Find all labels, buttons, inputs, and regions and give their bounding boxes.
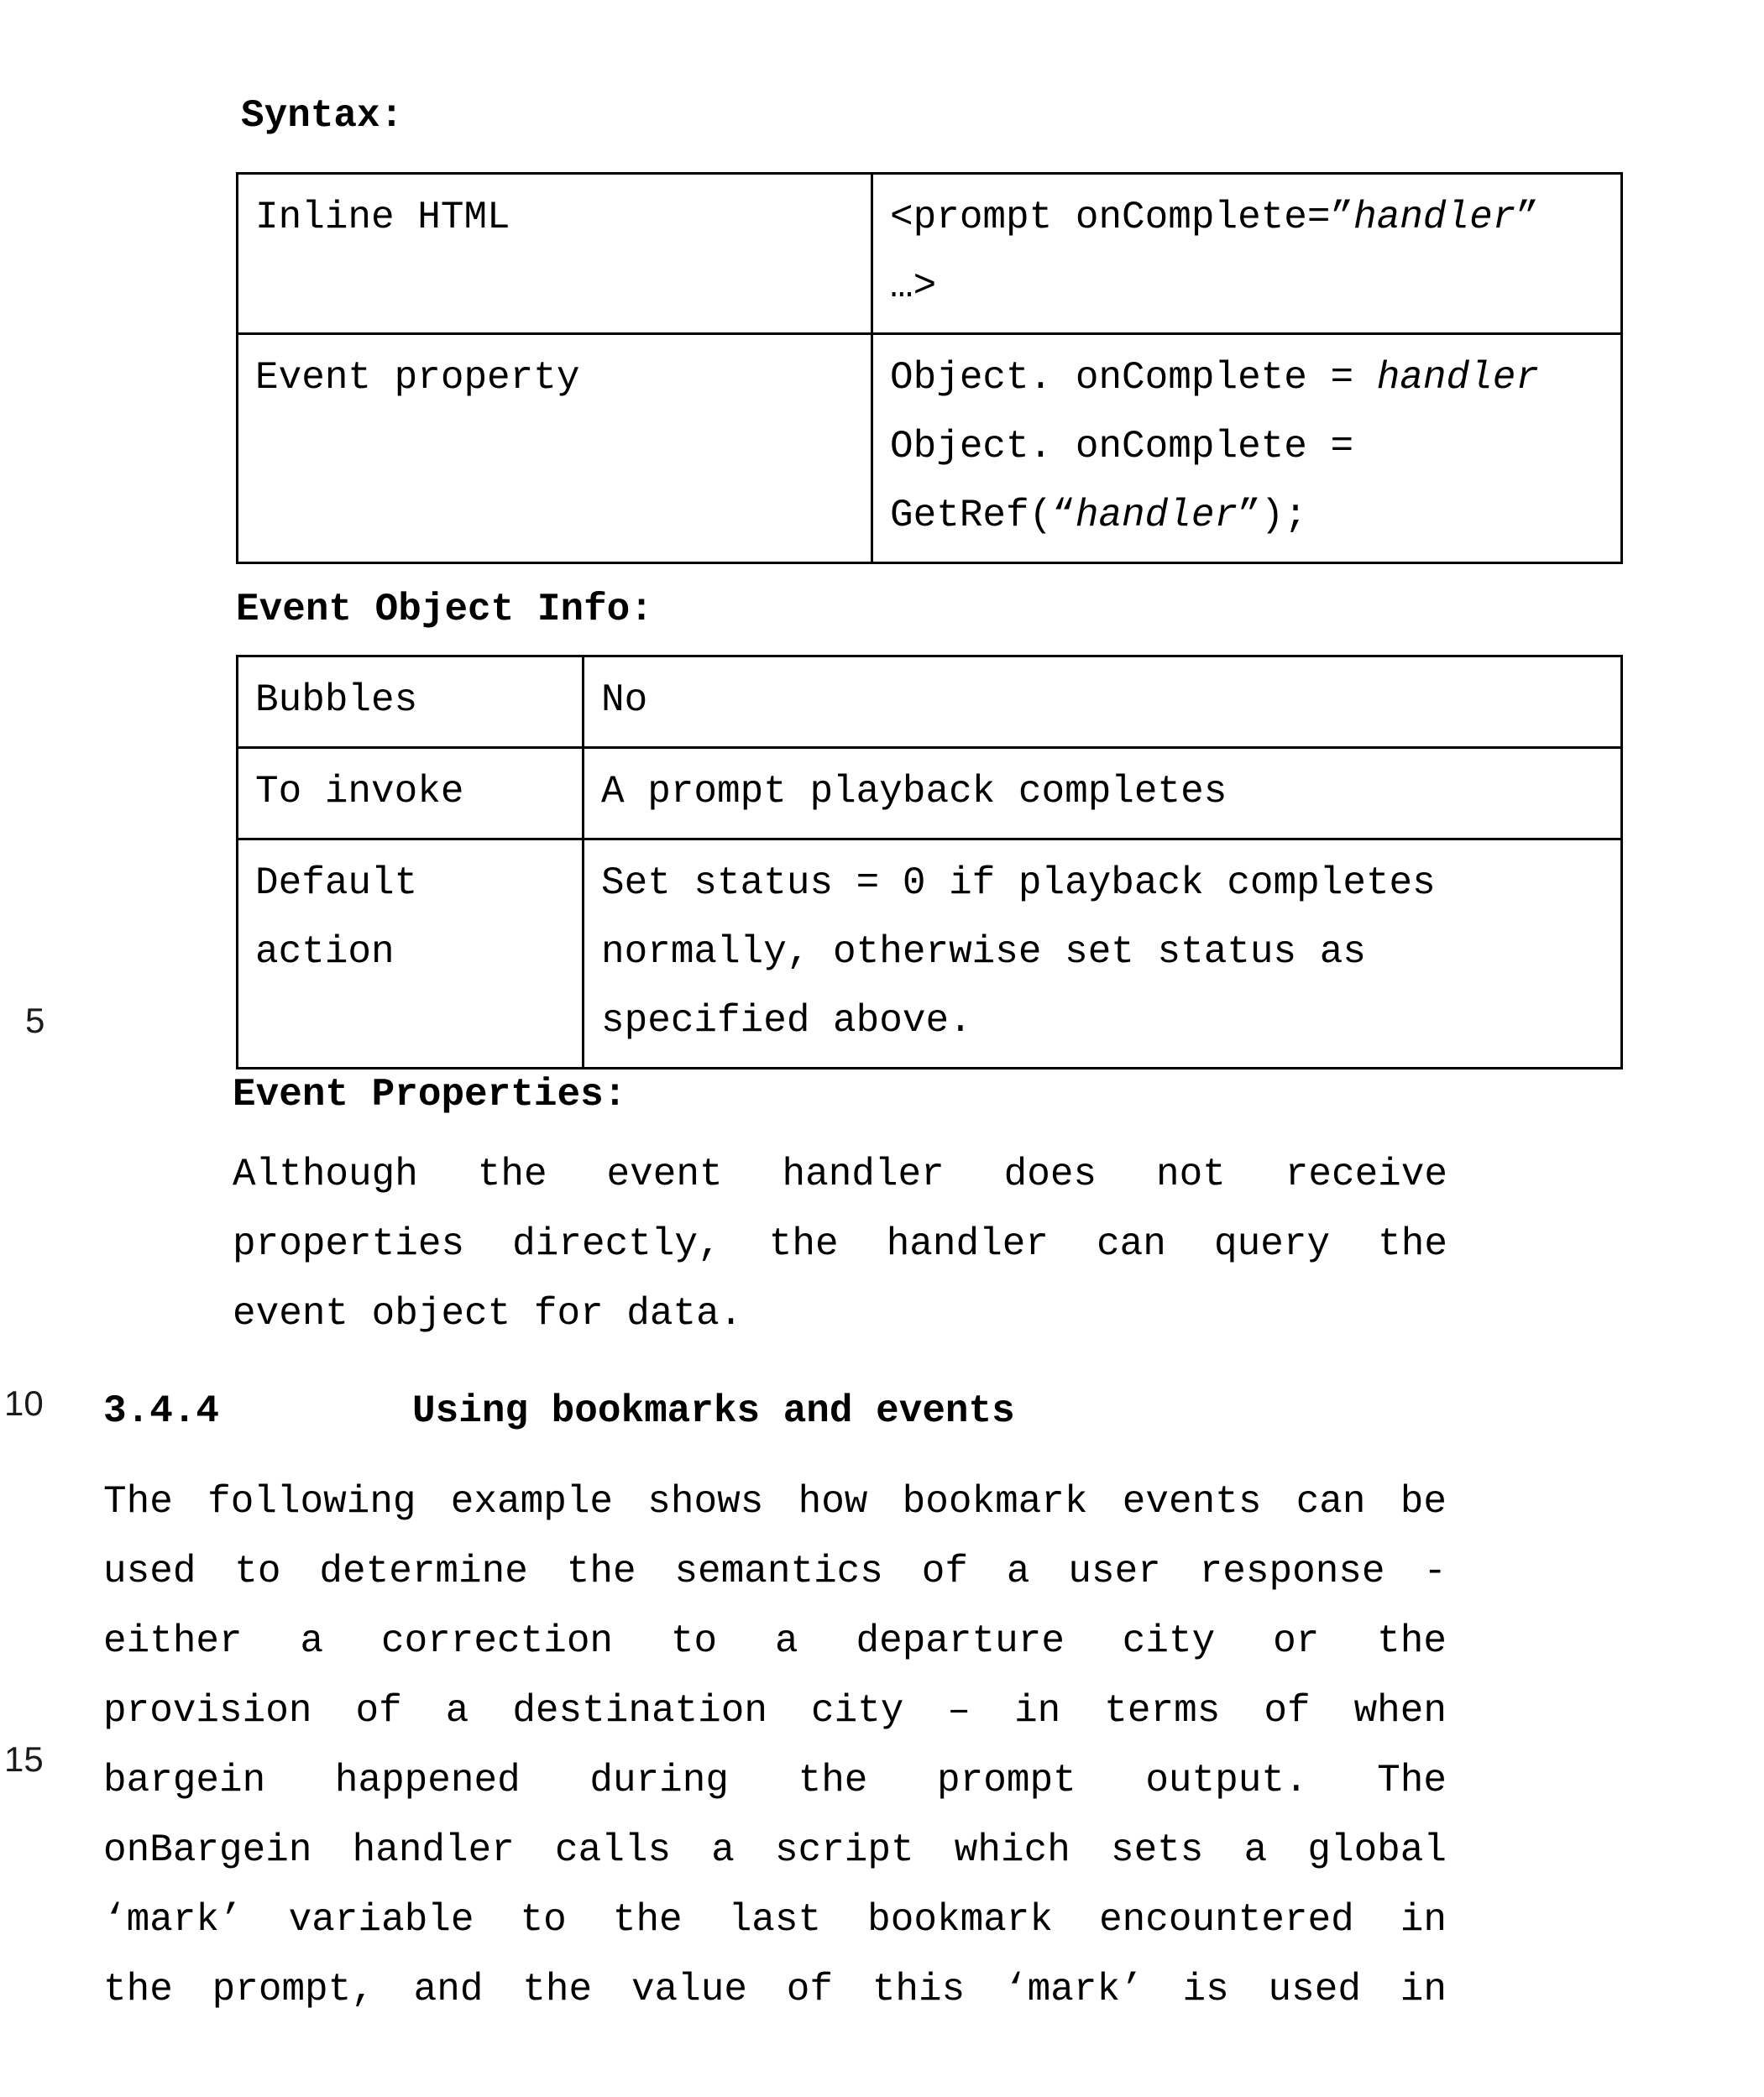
code-text: GetRef(“ [890, 494, 1076, 537]
label-text: Event property [255, 356, 580, 400]
paragraph-line: ‘mark’ variable to the last bookmark encountered in [103, 1898, 1447, 1942]
label-text: Bubbles [255, 678, 418, 722]
paragraph-line: properties directly, the handler can query the [233, 1222, 1447, 1266]
table-cell-label [238, 839, 584, 1069]
table-cell-value [584, 656, 1622, 748]
bookmarks-paragraph [103, 1467, 1447, 2025]
code-line [890, 481, 1604, 550]
value-text: specified above. [601, 999, 972, 1043]
paragraph-line: either a correction to a departure city or the [103, 1619, 1447, 1663]
paragraph-line: used to determine the semantics of a user response - [103, 1550, 1447, 1593]
event-properties-heading: Event Properties: [233, 1073, 627, 1116]
value-text: normally, otherwise set status as [601, 930, 1366, 974]
table-row [238, 839, 1622, 1069]
section-heading [103, 1389, 1015, 1433]
event-properties-paragraph [233, 1140, 1447, 1349]
table-cell-value [584, 839, 1622, 1069]
paragraph-line: The following example shows how bookmark events can be [103, 1480, 1447, 1524]
table-cell-value [872, 334, 1622, 563]
event-object-info-table [236, 655, 1623, 1069]
table-row [238, 656, 1622, 748]
value-text: A prompt playback completes [601, 770, 1227, 813]
paragraph-line: event object for data. [233, 1292, 743, 1336]
table-row [238, 174, 1622, 334]
table-row [238, 334, 1622, 563]
code-italic-handler: handler [1376, 356, 1539, 400]
syntax-table [236, 172, 1623, 564]
table-cell-value [872, 174, 1622, 334]
code-text: <prompt onComplete=” [890, 196, 1354, 239]
table-row [238, 748, 1622, 839]
code-line [890, 183, 1604, 252]
value-text: Set status = 0 if playback completes [601, 861, 1436, 905]
code-italic-handler: handler [1075, 494, 1238, 537]
event-object-info-heading: Event Object Info: [236, 588, 653, 631]
table-cell-value [584, 748, 1622, 839]
paragraph-line: provision of a destination city – in terms of when [103, 1689, 1447, 1733]
table-cell-label [238, 748, 584, 839]
label-text: Inline HTML [255, 196, 510, 239]
value-text: No [601, 678, 648, 722]
label-text: action [255, 930, 395, 974]
table-cell-label [238, 656, 584, 748]
code-text: Object. onComplete = [890, 356, 1377, 400]
paragraph-line: Although the event handler does not receive [233, 1153, 1447, 1196]
paragraph-line: the prompt, and the value of this ‘mark’ is used in [103, 1968, 1447, 2011]
syntax-heading: Syntax: [241, 94, 404, 138]
code-text: ” [1515, 196, 1539, 239]
code-line: …> [890, 264, 937, 308]
section-number: 3.4.4 [103, 1389, 220, 1433]
paragraph-line: onBargein handler calls a script which sets a global [103, 1828, 1447, 1872]
code-text: ”); [1238, 494, 1307, 537]
line-number-5: 5 [25, 1001, 45, 1040]
label-text: Default [255, 861, 418, 905]
label-text: To invoke [255, 770, 464, 813]
paragraph-line: bargein happened during the prompt output. The [103, 1759, 1447, 1802]
line-number-15: 15 [4, 1739, 44, 1779]
section-title: Using bookmarks and events [412, 1389, 1015, 1433]
code-italic-handler: handler [1353, 196, 1516, 239]
code-line: Object. onComplete = [890, 425, 1354, 468]
line-number-10: 10 [4, 1383, 44, 1423]
code-line [890, 343, 1604, 412]
table-cell-label [238, 174, 872, 334]
table-cell-label [238, 334, 872, 563]
